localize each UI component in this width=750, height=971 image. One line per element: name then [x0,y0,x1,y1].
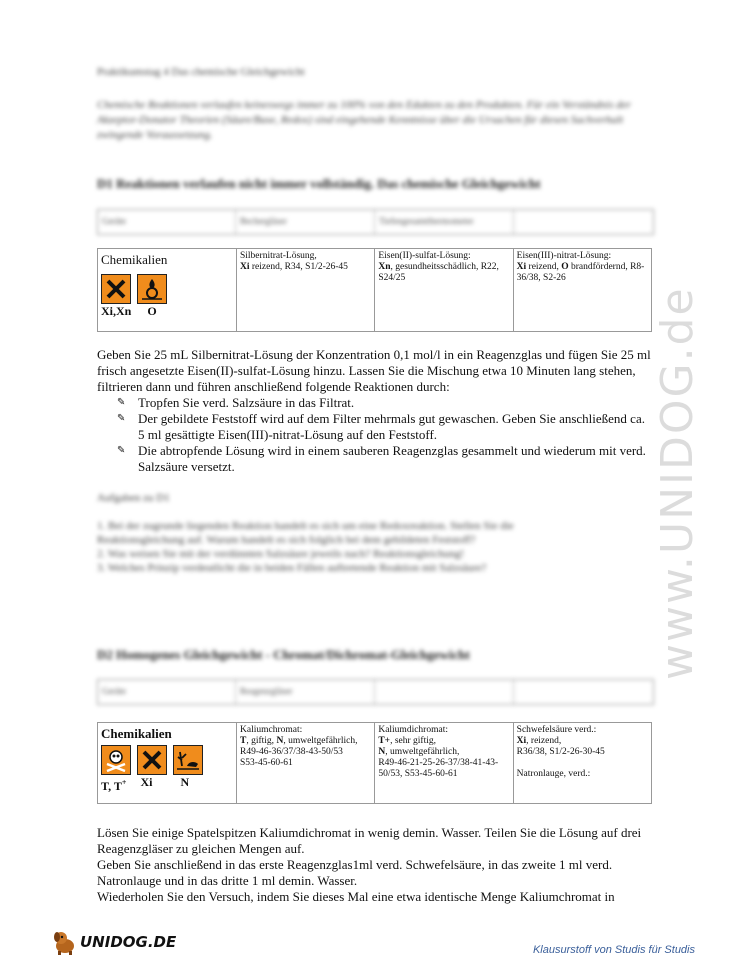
hazard-code: T+ [378,736,391,746]
skull-hazard-icon [101,745,131,775]
unidog-logo [52,928,176,956]
intro-paragraph: Chemische Reaktionen verlaufen keineswegs immer zu 100% von den Edukten zu den Produkten. Für ein Verständnis der Akzeptor-Donator Theorien (Säure/Base, Redox) sind eingehende Kenntnisse über die Ursachen für diesen Sachverhalt zwingende Voraussetzung. [97,99,631,141]
procedure-text: Wiederholen Sie den Versuch, indem Sie dieses Mal eine etwa identische Menge Kaliumchromat in [97,889,615,904]
aufgaben-title: Aufgaben zu D1 [97,492,170,504]
chemikalien-cell [98,249,237,332]
hazard-icons [101,274,233,304]
aufgaben-list [97,519,647,575]
hazard-labels [101,777,233,792]
d2-chemicals-table [97,722,652,804]
list-item: 3. Welches Prinzip verdeutlicht die in beiden Fällen auftretende Reaktion mit Salzsäure? [97,562,487,574]
logo-text: UNIDOG.DE [80,933,177,951]
chemical-info: , reizend, [526,736,562,746]
chemical-info: S53-45-60-61 [240,758,293,768]
chemical-name: Eisen(II)-sulfat-Lösung: [378,251,471,261]
hazard-label: O [147,304,157,318]
hazard-labels [101,306,233,317]
list-item [117,395,652,411]
dog-icon [52,928,78,956]
hazard-code: T [240,736,247,746]
geraete-item [514,680,653,704]
pen-bullet-icon: ✎ [117,413,126,424]
hazard-code: Xi [516,736,527,746]
chemical-info: R49-46-36/37/38-43-50/53 [240,747,343,757]
chemical-info: , giftig, [246,736,277,746]
geraete-item [514,210,653,234]
chemical-name: Schwefelsäure verd.: [516,725,597,735]
list-item [117,443,652,475]
footer-tagline: Klausurstoff von Studis für Studis [532,944,695,956]
environment-hazard-icon [173,745,203,775]
chemical-info: 50/53, S53-45-60-61 [378,769,458,779]
hazard-code: N [378,747,386,757]
list-item: 1. Bei der zugrunde liegenden Reaktion handelt es sich um eine Redoxreaktion. Stellen Sie die [97,520,514,532]
chemikalien-cell [98,723,237,804]
hazard-code: Xi [240,262,250,272]
geraete-label: Geräte [98,210,236,234]
geraete-item [375,680,514,704]
step-text: Die abtropfende Lösung wird in einem sauberen Reagenzglas gesammelt und wiederum mit verd. Salzsäure versetzt. [138,443,646,474]
list-item [117,411,652,443]
procedure-text: Geben Sie anschließend in das erste Reagenzglas1ml verd. Schwefelsäure, in das zweite 1 ml verd. Natronlauge und in das dritte 1 ml demin. Wasser. [97,857,613,888]
procedure-text: Lösen Sie einige Spatelspitzen Kaliumdichromat in wenig demin. Wasser. Teilen Sie die Lösung auf drei Reagenzgläser zu gleichen Mengen auf. [97,825,642,856]
chemical-info: R49-46-21-25-26-37/38-41-43- [378,758,499,768]
chemical-name: Kaliumdichromat: [378,725,448,735]
chemical-cell [375,249,513,332]
hazard-code: Xi [516,262,527,272]
chemical-info: , umweltgefährlich, [283,736,358,746]
chemical-info: , sehr giftig, [390,736,436,746]
chemikalien-label: Chemikalien [101,252,168,267]
chemical-info: reizend, R34, S1/2-26-45 [249,262,348,272]
d1-geraete-row [97,209,654,235]
geraete-item: Bechergläser [236,210,375,234]
hazard-code: O [561,262,569,272]
hazard-label: Xi [140,775,153,789]
d1-procedure [97,347,652,395]
pen-bullet-icon: ✎ [117,445,126,456]
chemical-cell [237,249,375,332]
pen-bullet-icon: ✎ [117,397,126,408]
step-text: Der gebildete Feststoff wird auf dem Filter mehrmals gut gewaschen. Geben Sie anschließend ca. 5 ml gesättigte Eisen(III)-nitrat-Lösung auf den Feststoff. [138,411,645,442]
list-item: 2. Was weisen Sie mit der verdünnten Salzsäure jeweils nach? Reaktionsgleichung! [97,548,465,560]
chemikalien-label: Chemikalien [101,726,172,741]
d1-steps-list [117,395,652,475]
hazard-code: Xn [378,262,391,272]
geraete-label: Geräte [98,680,236,704]
geraete-item: Tiefengesamtthermometer [375,210,514,234]
procedure-text: Geben Sie 25 mL Silbernitrat-Lösung der Konzentration 0,1 mol/l in ein Reagenzglas und fügen Sie 25 ml frisch angesetzte Eisen(II)-sulfat-Lösung hinzu. Lassen Sie die Mischung etwa 10 Minuten lang stehen, filtrieren dann und führen anschließend folgende Reaktionen durch: [97,347,651,394]
page-header: Praktikumstag 4 Das chemische Gleichgewicht [97,66,305,78]
watermark: www.UNIDOG.de [652,286,703,680]
hazard-code: N [276,736,284,746]
chemical-name: Kaliumchromat: [240,725,303,735]
chemical-info: reizend, [526,262,562,272]
chemical-name: Silbernitrat-Lösung, [240,251,317,261]
chemical-name: Eisen(III)-nitrat-Lösung: [516,251,612,261]
step-text: Tropfen Sie verd. Salzsäure in das Filtrat. [138,395,355,410]
xi-hazard-icon [137,745,167,775]
chemical-info: Natronlauge, verd.: [516,769,591,779]
d2-procedure [97,825,652,905]
oxidizing-hazard-icon [137,274,167,304]
d1-chemicals-table [97,248,652,332]
chemical-info: brandfördernd, R8-36/38, S2-26 [516,262,645,283]
chemical-cell [513,249,651,332]
hazard-label: Xi,Xn [101,304,132,318]
chemical-cell [375,723,513,804]
xn-hazard-icon [101,274,131,304]
chemical-cell [513,723,651,804]
hazard-label: N [180,775,190,789]
d2-title: D2 Homogenes Gleichgewicht - Chromat/Dichromat-Gleichgewicht [97,647,470,662]
chemical-info: , gesundheitsschädlich, R22, S24/25 [378,262,499,283]
chemical-cell [237,723,375,804]
chemical-info: R36/38, S1/2-26-30-45 [516,747,605,757]
chemical-info: , umweltgefährlich, [385,747,460,757]
d1-title: D1 Reaktionen verlaufen nicht immer vollständig. Das chemische Gleichgewicht [97,176,541,191]
hazard-label: T, T+ [101,778,127,793]
list-item: Reaktionsgleichung auf. Warum handelt es sich folglich bei dem gebildeten Feststoff? [97,534,476,546]
d2-geraete-row [97,679,654,705]
geraete-item: Reagenzgläser [236,680,375,704]
hazard-icons [101,745,233,775]
